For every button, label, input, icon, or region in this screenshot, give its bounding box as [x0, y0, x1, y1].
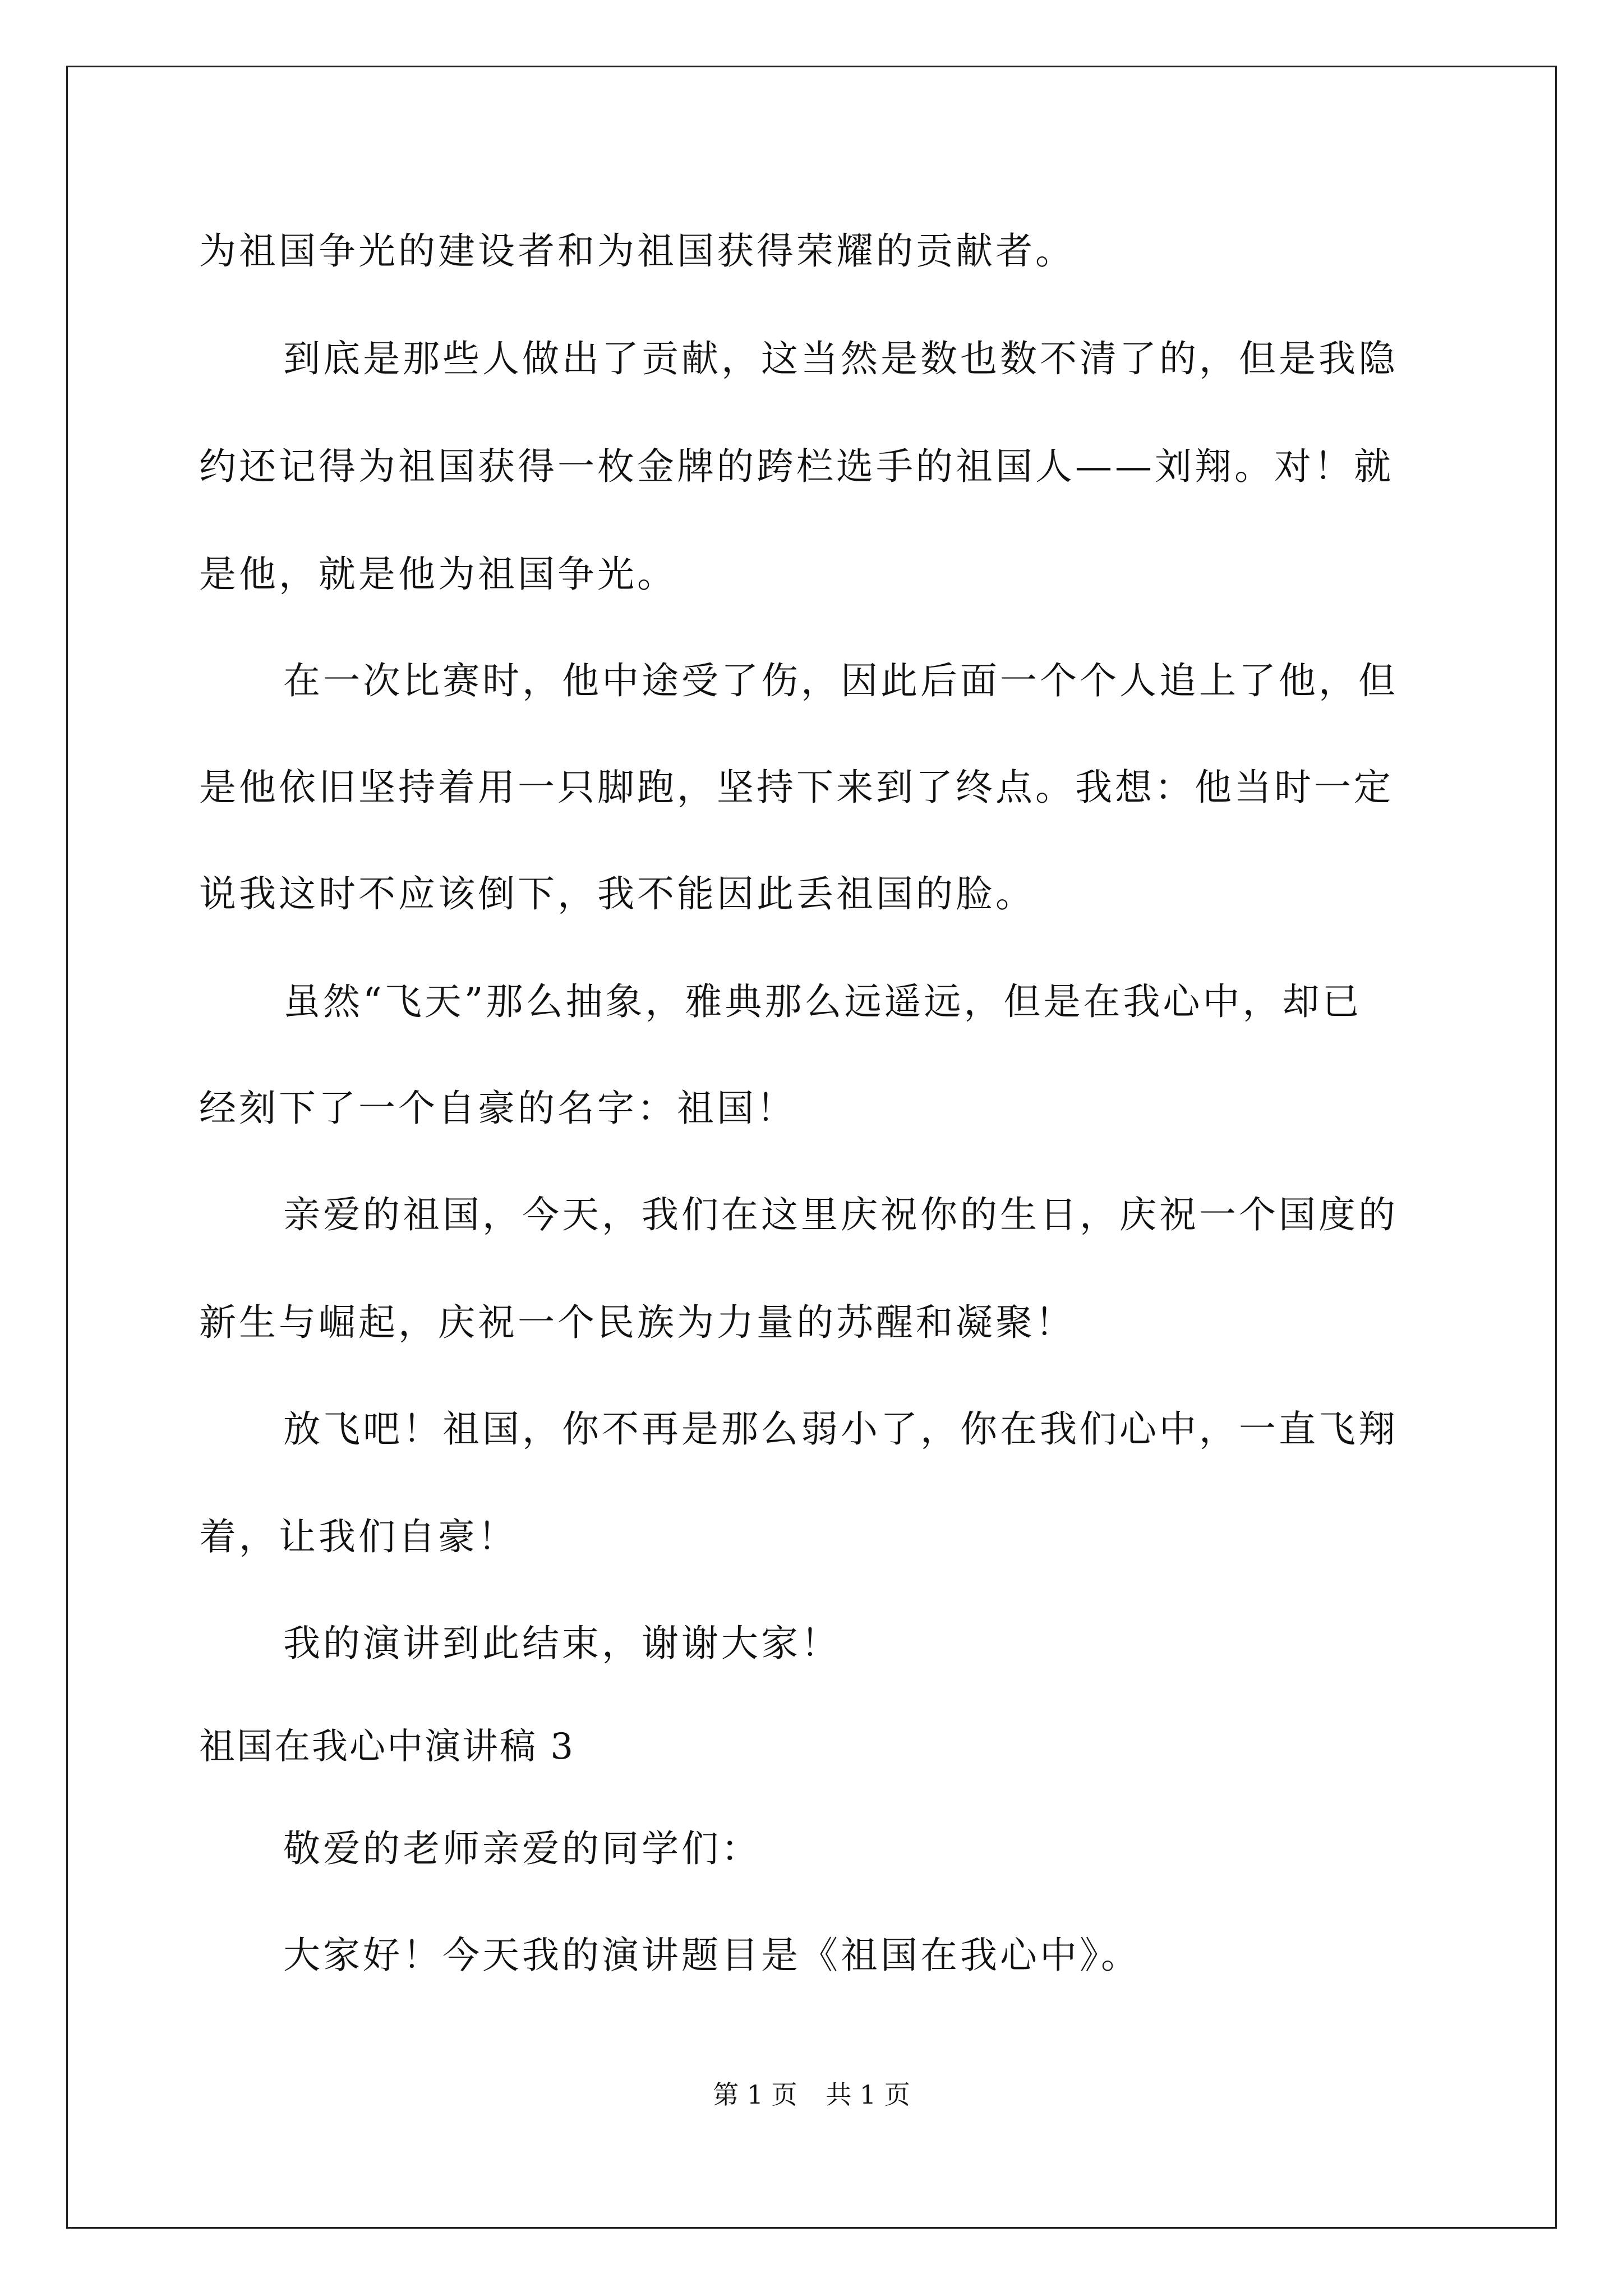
paragraph-line: 我的演讲到此结束，谢谢大家！	[283, 1622, 841, 1665]
paragraph-line: 在一次比赛时，他中途受了伤，因此后面一个个人追上了他，但	[283, 659, 1398, 702]
paragraph-line: 是他依旧坚持着用一只脚跑，坚持下来到了终点。我想：他当时一定	[199, 766, 1394, 809]
page-footer	[0, 2078, 1623, 2111]
section-title: 祖国在我心中演讲稿 3	[199, 1726, 575, 1768]
paragraph-line: 是他，就是他为祖国争光。	[199, 553, 677, 596]
paragraph-line: 为祖国争光的建设者和为祖国获得荣耀的贡献者。	[199, 229, 1075, 273]
paragraph-line: 放飞吧！祖国，你不再是那么弱小了，你在我们心中，一直飞翔	[283, 1407, 1398, 1451]
paragraph-line: 虽然“飞天”那么抽象，雅典那么远遥远，但是在我心中，却已	[283, 980, 1362, 1023]
paragraph-line: 亲爱的祖国，今天，我们在这里庆祝你的生日，庆祝一个国度的	[283, 1193, 1398, 1236]
paragraph-line: 说我这时不应该倒下，我不能因此丢祖国的脸。	[199, 872, 1035, 915]
paragraph-line: 大家好！今天我的演讲题目是《祖国在我心中》。	[283, 1934, 1141, 1977]
paragraph-line: 到底是那些人做出了贡献，这当然是数也数不清了的，但是我隐	[283, 337, 1398, 380]
page-border	[66, 66, 1557, 2229]
paragraph-line: 约还记得为祖国获得一枚金牌的跨栏选手的祖国人——刘翔。对！就	[199, 445, 1394, 488]
paragraph-line: 敬爱的老师亲爱的同学们：	[283, 1827, 761, 1870]
page-number-current: 第 1 页	[713, 2079, 797, 2110]
paragraph-line: 经刻下了一个自豪的名字：祖国！	[199, 1087, 796, 1130]
paragraph-line: 着，让我们自豪！	[199, 1515, 518, 1558]
paragraph-line: 新生与崛起，庆祝一个民族为力量的苏醒和凝聚！	[199, 1301, 1075, 1344]
page-number-total: 共 1 页	[826, 2079, 910, 2110]
